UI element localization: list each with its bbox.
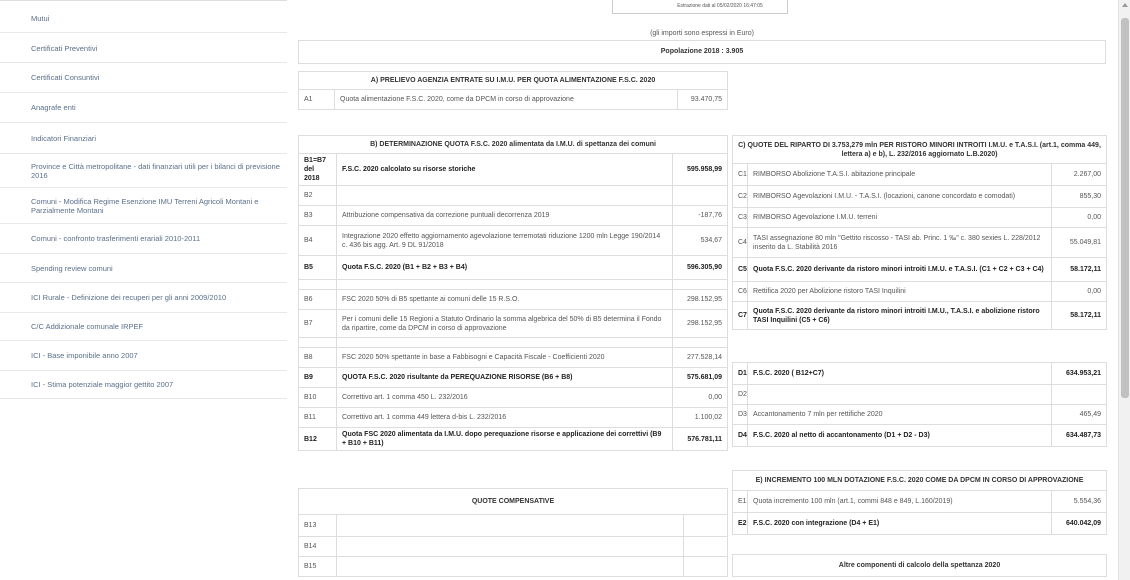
row-value: 855,30 xyxy=(1052,186,1107,208)
row-value: 465,49 xyxy=(1052,405,1107,425)
row-desc: Attribuzione compensativa da correzione puntuali decorrenza 2019 xyxy=(337,206,673,226)
row-code: D4 xyxy=(733,425,748,447)
row-desc xyxy=(748,385,1052,405)
sidebar-item-label: Certificati Preventivi xyxy=(31,44,98,53)
row-desc: Per i comuni delle 15 Regioni a Statuto Ordinario la somma algebrica del 50% di B5 determina il Fondo da ripartire, come da DPCM in corso di approvazione xyxy=(337,310,673,338)
table-row xyxy=(299,388,728,408)
sidebar-item-label: ICI Rurale - Definizione dei recuperi per gli anni 2009/2010 xyxy=(31,293,227,302)
table-row xyxy=(733,282,1107,302)
table-a-title: A) PRELIEVO AGENZIA ENTRATE SU I.M.U. PER QUOTA ALIMENTAZIONE F.S.C. 2020 xyxy=(299,72,728,90)
row-value: 575.681,09 xyxy=(673,368,728,388)
sidebar-item-label: Province e Città metropolitane - dati finanziari utili per i bilanci di previsione 2016 xyxy=(31,161,280,180)
row-value: 58.172,11 xyxy=(1052,258,1107,282)
row-code: B9 xyxy=(299,368,337,388)
row-desc xyxy=(337,537,684,557)
table-row xyxy=(299,310,728,338)
sidebar-item-certificati-preventivi[interactable] xyxy=(0,35,287,63)
row-desc: Quota FSC 2020 alimentata da I.M.U. dopo perequazione risorse e applicazione dei correttivi (B9 + B10 + B11) xyxy=(337,428,673,451)
row-desc: F.S.C. 2020 al netto di accantonamento (D1 + D2 - D3) xyxy=(748,425,1052,447)
table-q-title: QUOTE COMPENSATIVE xyxy=(299,489,728,515)
row-code: B6 xyxy=(299,290,337,310)
row-code: C6 xyxy=(733,282,748,302)
sidebar-item-label: Comuni - confronto trasferimenti erariali 2010-2011 xyxy=(31,234,201,243)
row-desc: RIMBORSO Agevolazioni I.M.U. - T.A.S.I. (locazioni, canone concordato e comodati) xyxy=(748,186,1052,208)
table-quote-compensative xyxy=(298,488,728,577)
row-value: 0,00 xyxy=(673,388,728,408)
row-code: B7 xyxy=(299,310,337,338)
table-row xyxy=(299,557,728,577)
table-a xyxy=(298,71,728,110)
table-row xyxy=(733,208,1107,228)
row-code: B1=B7 del 2018 xyxy=(299,154,337,186)
table-row xyxy=(733,513,1107,535)
table-row xyxy=(299,368,728,388)
table-row xyxy=(733,425,1107,447)
row-value: 277.528,14 xyxy=(673,348,728,368)
table-row xyxy=(299,256,728,280)
sidebar-top-divider xyxy=(0,0,287,1)
row-code: B14 xyxy=(299,537,337,557)
table-c-title: C) QUOTE DEL RIPARTO DI 3.753,279 mln PER RISTORO MINORI INTROITI I.M.U. e T.A.S.I. (art.1, comma 449, lettera a) e b), L. 232/2016 aggiornato L.B.2020) xyxy=(733,136,1107,164)
table-row xyxy=(733,228,1107,258)
row-value: 0,00 xyxy=(1052,282,1107,302)
row-code xyxy=(299,338,337,348)
row-desc: Quota F.S.C. 2020 (B1 + B2 + B3 + B4) xyxy=(337,256,673,280)
row-desc: TASI assegnazione 80 mln "Gettito riscosso - TASI ab. Princ. 1 ‰" c. 380 sexies L. 228/2012 inserito da L. Stabilità 2016 xyxy=(748,228,1052,258)
sidebar-item-ici-base[interactable] xyxy=(0,341,287,371)
sidebar-item-label: Anagrafe enti xyxy=(31,103,76,112)
table-row xyxy=(299,90,728,110)
row-desc xyxy=(337,557,684,577)
row-value xyxy=(684,515,728,537)
sidebar-item-label: ICI - Stima potenziale maggior gettito 2007 xyxy=(31,380,174,389)
row-desc xyxy=(337,280,673,290)
row-value xyxy=(673,186,728,206)
row-desc: FSC 2020 50% spettante in base a Fabbisogni e Capacità Fiscale - Coefficienti 2020 xyxy=(337,348,673,368)
row-value: 634.953,21 xyxy=(1052,363,1107,385)
row-value: 0,00 xyxy=(1052,208,1107,228)
row-value xyxy=(673,338,728,348)
row-code: B2 xyxy=(299,186,337,206)
scroll-up-arrow-icon[interactable] xyxy=(1122,3,1128,7)
table-row xyxy=(299,280,728,290)
row-code: C4 xyxy=(733,228,748,258)
sidebar-item-certificati-consuntivi[interactable] xyxy=(0,63,287,93)
row-value xyxy=(1052,385,1107,405)
sidebar-item-mutui[interactable] xyxy=(0,5,287,33)
table-f-title: Altre componenti di calcolo della spettanza 2020 xyxy=(733,555,1107,577)
row-value: 596.305,90 xyxy=(673,256,728,280)
table-row xyxy=(299,537,728,557)
sidebar-item-label: Mutui xyxy=(31,14,50,23)
table-row xyxy=(733,491,1107,513)
row-desc: Correttivo art. 1 comma 449 lettera d-bis L. 232/2016 xyxy=(337,408,673,428)
table-row xyxy=(733,186,1107,208)
row-desc: F.S.C. 2020 calcolato su risorse storiche xyxy=(337,154,673,186)
row-value: 5.554,36 xyxy=(1052,491,1107,513)
row-desc: F.S.C. 2020 ( B12+C7) xyxy=(748,363,1052,385)
row-code: D2 xyxy=(733,385,748,405)
sidebar-item-label: C/C Addizionale comunale IRPEF xyxy=(31,322,144,331)
row-code: E2 xyxy=(733,513,748,535)
row-desc: Correttivo art. 1 comma 450 L. 232/2016 xyxy=(337,388,673,408)
sidebar-item-esenzione-imu[interactable] xyxy=(0,188,287,224)
sidebar-item-indicatori-finanziari[interactable] xyxy=(0,124,287,154)
row-desc xyxy=(337,338,673,348)
table-row xyxy=(299,408,728,428)
table-b xyxy=(298,135,728,451)
row-desc: F.S.C. 2020 con integrazione (D4 + E1) xyxy=(748,513,1052,535)
row-value: 1.100,02 xyxy=(673,408,728,428)
row-value: 534,67 xyxy=(673,226,728,256)
row-desc xyxy=(337,186,673,206)
row-value xyxy=(673,280,728,290)
row-value: 93.470,75 xyxy=(678,90,728,110)
row-value: 298.152,95 xyxy=(673,290,728,310)
table-row xyxy=(733,363,1107,385)
sidebar-item-label: Certificati Consuntivi xyxy=(31,73,100,82)
row-desc: Quota incremento 100 mln (art.1, commi 848 e 849, L.160/2019) xyxy=(748,491,1052,513)
row-code: B5 xyxy=(299,256,337,280)
table-row xyxy=(299,338,728,348)
sidebar-item-label: ICI - Base imponibile anno 2007 xyxy=(31,351,138,360)
row-value: 58.172,11 xyxy=(1052,302,1107,330)
table-row xyxy=(733,385,1107,405)
table-row xyxy=(299,226,728,256)
table-row xyxy=(733,405,1107,425)
sidebar-item-anagrafe-enti[interactable] xyxy=(0,93,287,123)
row-code: C3 xyxy=(733,208,748,228)
table-row xyxy=(733,302,1107,330)
row-code: B13 xyxy=(299,515,337,537)
row-code: B3 xyxy=(299,206,337,226)
table-e-title: E) INCREMENTO 100 MLN DOTAZIONE F.S.C. 2020 COME DA DPCM IN CORSO DI APPROVAZIONE xyxy=(733,471,1107,491)
table-e xyxy=(732,470,1107,535)
row-code: B10 xyxy=(299,388,337,408)
sidebar-item-province[interactable] xyxy=(0,154,287,188)
row-code: B15 xyxy=(299,557,337,577)
row-code: C2 xyxy=(733,186,748,208)
row-value: 55.049,81 xyxy=(1052,228,1107,258)
row-code: C1 xyxy=(733,164,748,186)
main-content xyxy=(298,0,1106,580)
row-desc: Quota F.S.C. 2020 derivante da ristoro minori introiti I.M.U., T.A.S.I. e abolizione ristoro TASI Inquilini (C5 + C6) xyxy=(748,302,1052,330)
table-row xyxy=(733,164,1107,186)
row-value xyxy=(684,537,728,557)
table-row xyxy=(299,428,728,451)
table-row xyxy=(299,154,728,186)
row-code: B8 xyxy=(299,348,337,368)
amounts-note: (gli importi sono espressi in Euro) xyxy=(650,30,754,37)
row-desc: Rettifica 2020 per Abolizione ristoro TASI Inquilini xyxy=(748,282,1052,302)
row-desc: RIMBORSO Agevolazione I.M.U. terreni xyxy=(748,208,1052,228)
row-value: 576.781,11 xyxy=(673,428,728,451)
row-code: B12 xyxy=(299,428,337,451)
row-desc: Quota alimentazione F.S.C. 2020, come da DPCM in corso di approvazione xyxy=(335,90,678,110)
row-code: D3 xyxy=(733,405,748,425)
row-desc: RIMBORSO Abolizione T.A.S.I. abitazione principale xyxy=(748,164,1052,186)
row-value: 640.042,09 xyxy=(1052,513,1107,535)
row-desc: QUOTA F.S.C. 2020 risultante da PEREQUAZIONE RISORSE (B6 + B8) xyxy=(337,368,673,388)
row-code: D1 xyxy=(733,363,748,385)
table-b-title: B) DETERMINAZIONE QUOTA F.S.C. 2020 alimentata da I.M.U. di spettanza dei comuni xyxy=(299,136,728,154)
row-code: E1 xyxy=(733,491,748,513)
table-row xyxy=(299,206,728,226)
row-value: 298.152,95 xyxy=(673,310,728,338)
row-desc: Accantonamento 7 mln per rettifiche 2020 xyxy=(748,405,1052,425)
table-row xyxy=(299,515,728,537)
extraction-date: Estrazione dati al 05/02/2020 16:47:05 xyxy=(612,0,788,14)
sidebar-item-trasferimenti[interactable] xyxy=(0,224,287,254)
row-value: -187,76 xyxy=(673,206,728,226)
sidebar-item-spending-review[interactable] xyxy=(0,254,287,283)
table-row xyxy=(733,258,1107,282)
row-desc: FSC 2020 50% di B5 spettante ai comuni delle 15 R.S.O. xyxy=(337,290,673,310)
row-code: C5 xyxy=(733,258,748,282)
sidebar-item-label: Comuni - Modifica Regime Esenzione IMU Terreni Agricoli Montani e Parzialmente Montani xyxy=(31,196,259,215)
row-code xyxy=(299,280,337,290)
table-row xyxy=(299,290,728,310)
sidebar-item-ici-rurale[interactable] xyxy=(0,283,287,313)
table-row xyxy=(299,348,728,368)
row-code: A1 xyxy=(299,90,335,110)
scrollbar-thumb[interactable] xyxy=(1121,18,1129,398)
sidebar xyxy=(0,0,287,580)
table-row xyxy=(299,186,728,206)
row-value: 634.487,73 xyxy=(1052,425,1107,447)
table-c xyxy=(732,135,1107,330)
sidebar-item-label: Indicatori Finanziari xyxy=(31,134,97,143)
sidebar-item-irpef[interactable] xyxy=(0,313,287,341)
population-box: Popolazione 2018 : 3.905 xyxy=(298,40,1106,64)
row-desc xyxy=(337,515,684,537)
table-altre-componenti xyxy=(732,554,1107,577)
table-d xyxy=(732,362,1107,447)
row-desc: Quota F.S.C. 2020 derivante da ristoro minori introiti I.M.U. e T.A.S.I. (C1 + C2 + C3 + C4) xyxy=(748,258,1052,282)
row-desc: Integrazione 2020 effetto aggiornamento agevolazione terremotati riduzione 1200 mln Legge 190/2014 c. 436 bis agg. Art. 9 DL 91/2018 xyxy=(337,226,673,256)
row-code: B4 xyxy=(299,226,337,256)
row-value: 2.267,00 xyxy=(1052,164,1107,186)
row-value: 595.958,99 xyxy=(673,154,728,186)
row-code: B11 xyxy=(299,408,337,428)
sidebar-item-label: Spending review comuni xyxy=(31,263,113,273)
vertical-scrollbar[interactable] xyxy=(1118,0,1130,580)
row-code: C7 xyxy=(733,302,748,330)
sidebar-item-ici-stima[interactable] xyxy=(0,371,287,399)
row-value xyxy=(684,557,728,577)
